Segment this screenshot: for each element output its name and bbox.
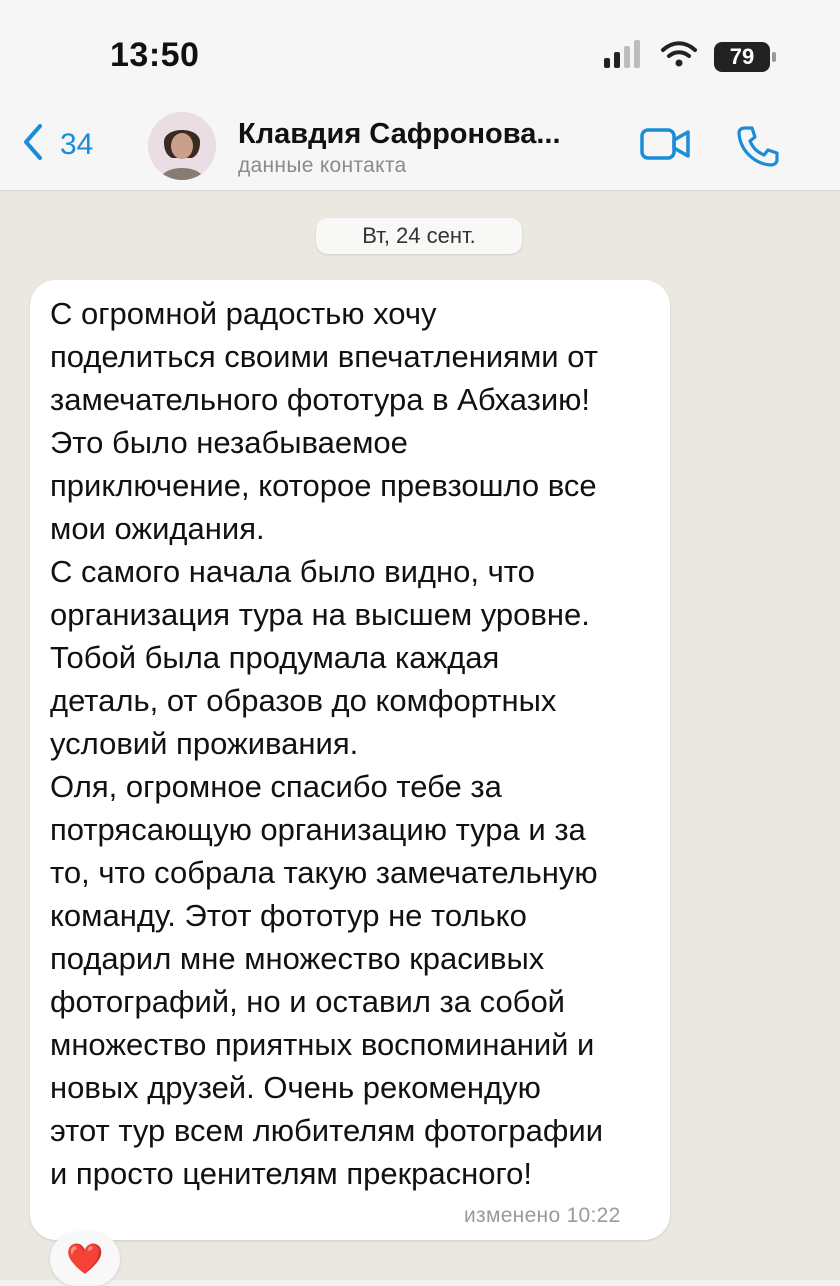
- phone-icon: [736, 155, 780, 172]
- unread-count: 34: [60, 127, 94, 161]
- chevron-left-icon: [20, 122, 46, 167]
- voice-call-button[interactable]: [736, 124, 780, 173]
- wifi-icon: [660, 40, 698, 73]
- status-time: 13:50: [110, 36, 200, 74]
- back-button[interactable]: [20, 122, 93, 167]
- heart-icon: ❤️: [66, 1242, 104, 1276]
- message-text: С огромной радостью хочу поделиться своими впечатлениями от замечательного фототура в Абхазию! Это было незабываемое приключение, которое превзошло все мои ожидания. С самого начала было видно, что организация тура на высшем уровне. Тобой была продумала каждая деталь, от образов до комфортных условий проживания. Оля, огромное спасибо тебе за потрясающую организацию тура и за то, что собрала такую замечательную команду. Этот фототур не только подарил мне множество красивых фотографий, но и оставил за собой множество приятных воспоминаний и новых друзей. Очень рекомендую этот тур всем любителям фотографии и просто ценителям прекрасного!: [50, 296, 604, 1191]
- message-time: 10:22: [566, 1204, 621, 1227]
- reaction-badge[interactable]: [50, 1232, 120, 1286]
- date-separator: Вт, 24 сент.: [316, 218, 522, 254]
- battery-level: 79: [729, 43, 755, 69]
- video-call-button[interactable]: [640, 124, 692, 169]
- contact-info-link[interactable]: данные контакта: [238, 154, 407, 177]
- header-bar: [0, 0, 840, 191]
- video-call-icon: [640, 151, 692, 168]
- message-meta: [464, 1204, 621, 1228]
- battery-icon: [714, 42, 770, 72]
- status-icons: [604, 40, 770, 73]
- edited-label: изменено: [464, 1204, 561, 1227]
- signal-icon: [604, 40, 644, 73]
- avatar[interactable]: [148, 112, 216, 180]
- contact-name[interactable]: Клавдия Сафронова...: [238, 118, 561, 150]
